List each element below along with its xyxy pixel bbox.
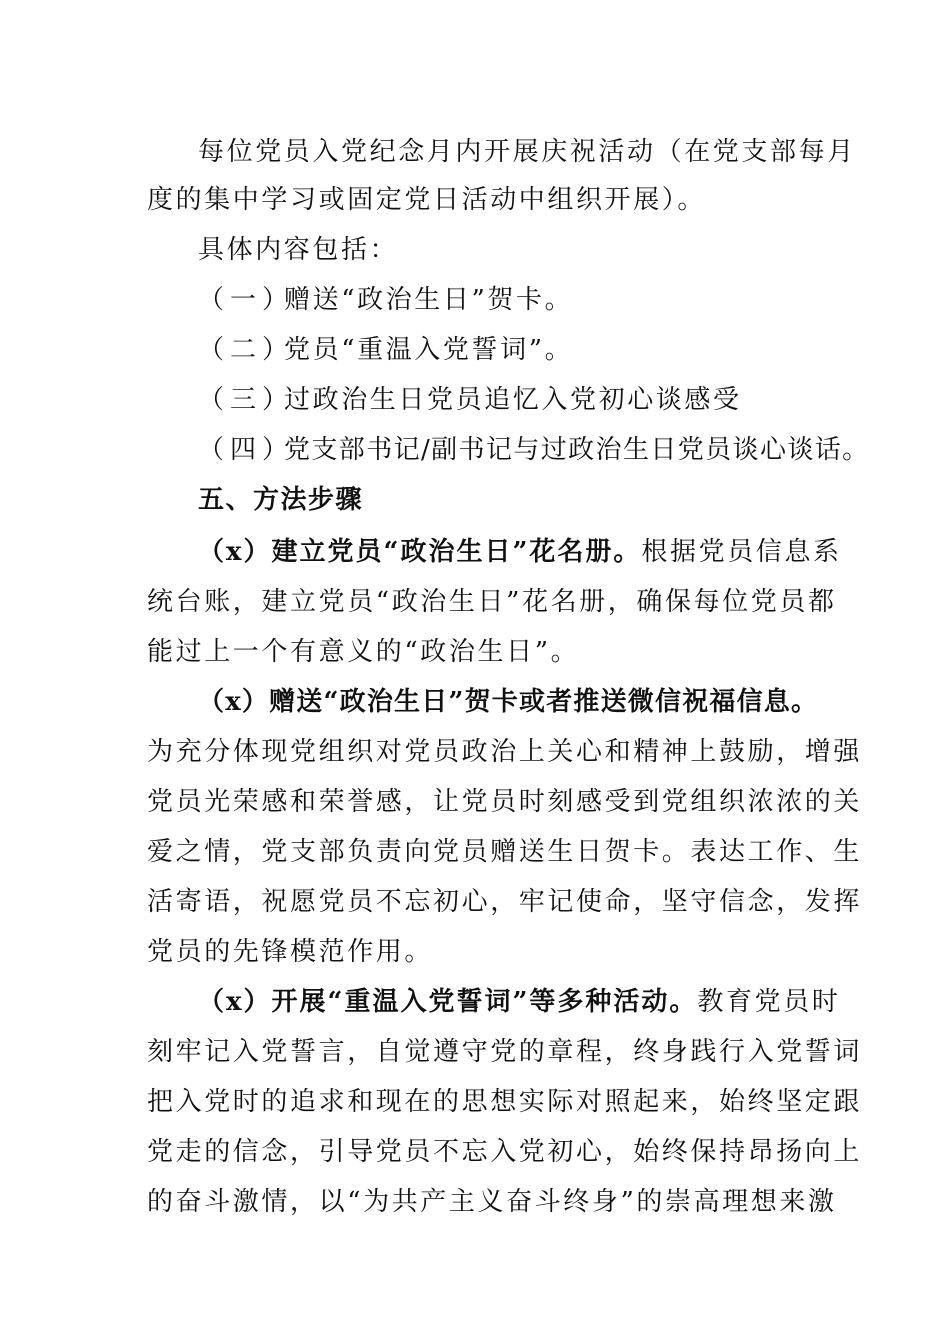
list-item-number: （三）	[198, 385, 295, 415]
list-item-number: （二）	[198, 335, 295, 365]
step1-line-3: 能过上一个有意义的“政治生日”。	[147, 637, 580, 667]
step3-line-4: 党走的信念，引导党员不忘入党初心，始终保持昂扬向上	[147, 1137, 863, 1167]
list-item-number: （四）	[198, 435, 295, 465]
step3-line-1	[198, 986, 840, 1018]
step2-line-5: 活寄语，祝愿党员不忘初心，牢记使命，坚守信念，发挥	[147, 887, 863, 917]
step2-line-4: 爱之情，党支部负责向党员赠送生日贺卡。表达工作、生	[147, 837, 863, 867]
step2-line-6: 党员的先锋模范作用。	[147, 937, 434, 967]
list-item	[198, 434, 870, 466]
step1-title: （x）建立党员“政治生日”花名册。	[198, 537, 642, 567]
intro-line-1: 每位党员入党纪念月内开展庆祝活动（在党支部每月	[198, 137, 856, 167]
step3-line-3: 把入党时的追求和现在的思想实际对照起来，始终坚定跟	[147, 1087, 863, 1117]
step1-line-1	[198, 536, 842, 568]
step1-text: 根据党员信息系	[641, 537, 842, 567]
step1-line-2: 统台账，建立党员“政治生日”花名册，确保每位党员都	[147, 587, 837, 617]
list-item-text: 赠送“政治生日”贺卡。	[284, 285, 574, 315]
step2-line-3: 党员光荣感和荣誉感，让党员时刻感受到党组织浓浓的关	[147, 787, 863, 817]
step3-text: 教育党员时	[697, 987, 841, 1017]
section-heading: 五、方法步骤	[198, 485, 364, 515]
list-item	[198, 334, 573, 366]
list-item-number: （一）	[198, 285, 295, 315]
content-label: 具体内容包括：	[198, 235, 399, 265]
step3-line-2: 刻牢记入党誓言，自觉遵守党的章程，终身践行入党誓词	[147, 1037, 863, 1067]
step3-title: （x）开展“重温入党誓词”等多种活动。	[198, 987, 698, 1017]
intro-line-2: 度的集中学习或固定党日活动中组织开展）。	[147, 185, 707, 215]
list-item-text: 党员“重温入党誓词”。	[284, 335, 574, 365]
step2-title: （x）赠送“政治生日”贺卡或者推送微信祝福信息。	[198, 687, 819, 717]
list-item	[198, 284, 573, 316]
step2-line-2: 为充分体现党组织对党员政治上关心和精神上鼓励，增强	[147, 737, 863, 767]
list-item-text: 党支部书记/副书记与过政治生日党员谈心谈话。	[284, 435, 870, 465]
list-item-text: 过政治生日党员追忆入党初心谈感受	[284, 385, 742, 415]
list-item	[198, 384, 742, 416]
step3-line-5: 的奋斗激情，以“为共产主义奋斗终身”的崇高理想来激	[147, 1187, 837, 1217]
